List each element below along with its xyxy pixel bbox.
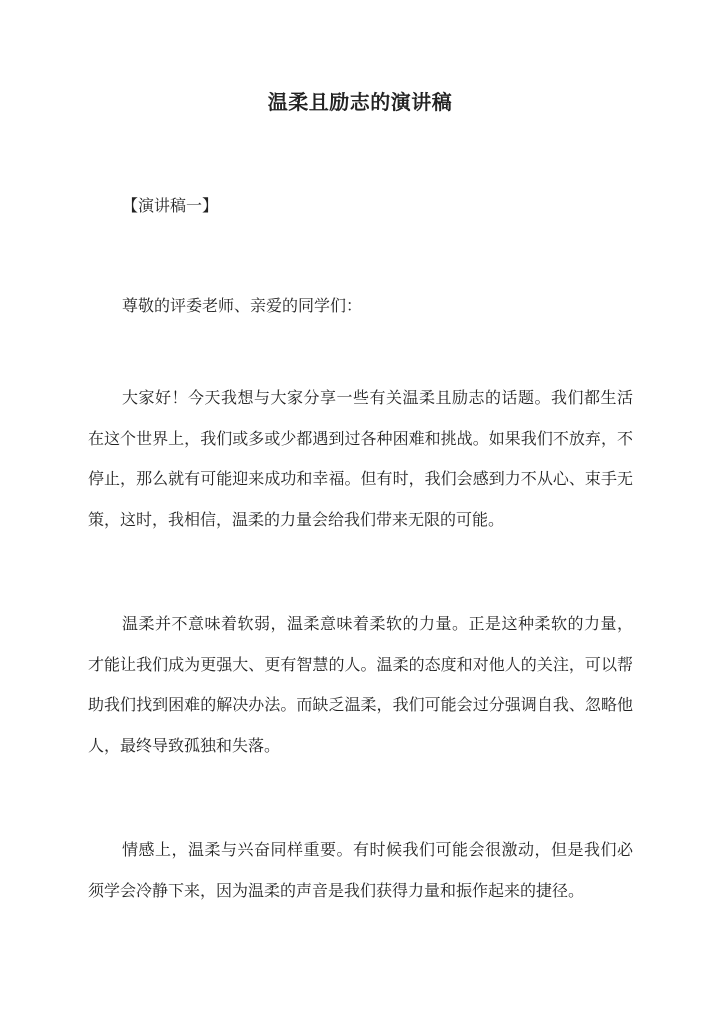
paragraph-2: 温柔并不意味着软弱，温柔意味着柔软的力量。正是这种柔软的力量，才能让我们成为更强大、更有智慧的人。温柔的态度和对他人的关注，可以帮助我们找到困难的解决办法。而缺乏温柔，我们可能会过分强调自我、忽略他人，最终导致孤独和失落。 [88, 614, 633, 755]
document-title: 温柔且励志的演讲稿 [267, 90, 453, 114]
section-heading: 【演讲稿一】 [122, 196, 219, 215]
salutation: 尊敬的评委老师、亲爱的同学们： [122, 296, 363, 315]
paragraph-3: 情感上，温柔与兴奋同样重要。有时候我们可能会很激动，但是我们必须学会冷静下来，因为温柔的声音是我们获得力量和振作起来的捷径。 [88, 840, 633, 900]
paragraph-1: 大家好！今天我想与大家分享一些有关温柔且励志的话题。我们都生活在这个世界上，我们或多或少都遇到过各种困难和挑战。如果我们不放弃，不停止，那么就有可能迎来成功和幸福。但有时，我们会感到力不从心、束手无策，这时，我相信，温柔的力量会给我们带来无限的可能。 [88, 388, 633, 529]
